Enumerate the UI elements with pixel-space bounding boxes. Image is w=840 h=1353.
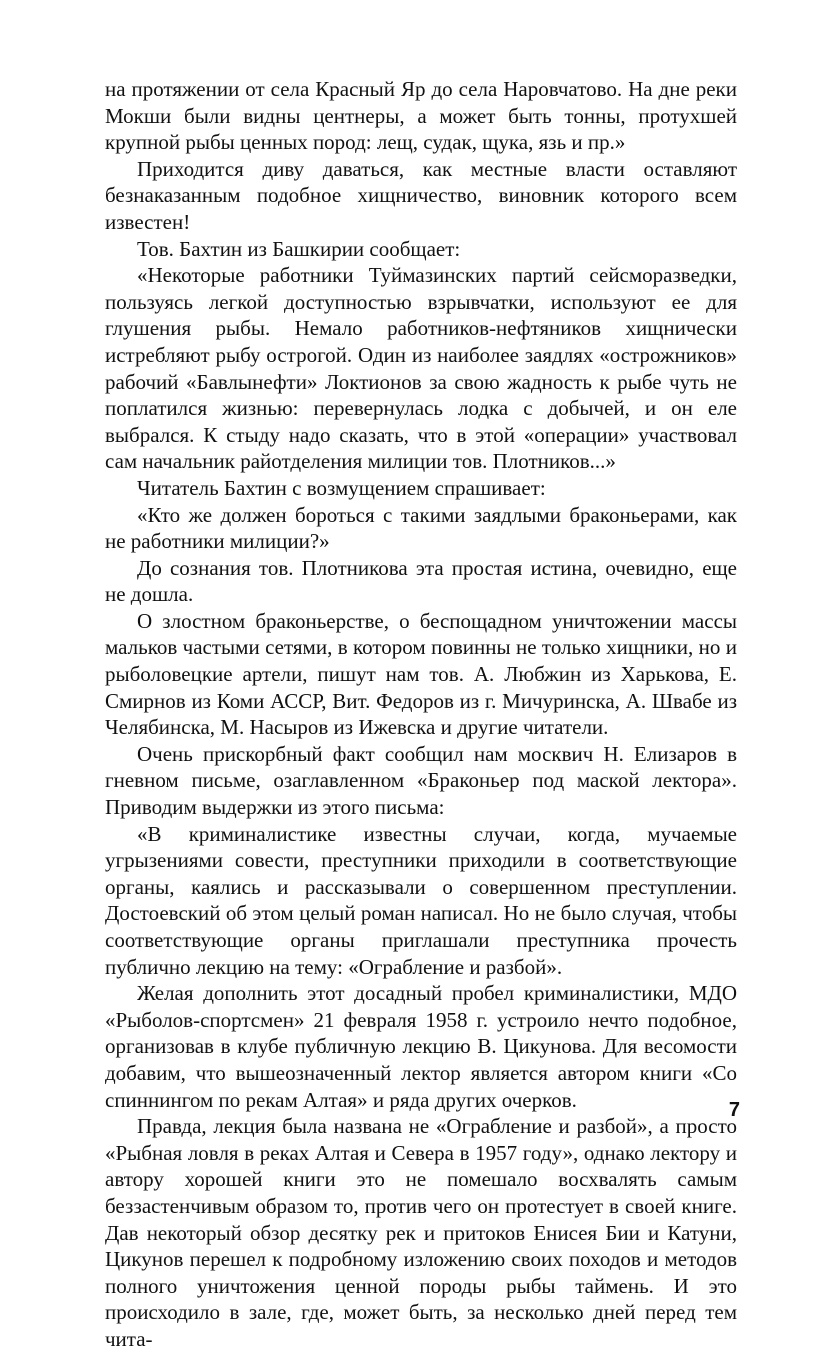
paragraph-elizarov-quote: «В криминалистике известны случаи, когда, мучаемые угрызениями совести, преступники приходили в соответствующие органы, каялись и рассказывали о совершенном преступлении. Достоевский об этом целый роман написал. Но не было случая, чтобы соответствующие органы приглашали преступника прочесть публично лекцию на тему: «Ограбление и разбой». <box>105 821 737 979</box>
paragraph-lecture-title: Правда, лекция была названа не «Ограбление и разбой», а просто «Рыбная ловля в реках Алтая и Севера в 1957 году», однако лектору и автору хорошей книги это не помешало восхвалять самым беззастенчивым образом то, против чего он протестует в своей книге. Дав некоторый обзор десятку рек и притоков Енисея Бии и Катуни, Цикунов перешел к подробному изложению своих походов и методов полного уничтожения ценной породы рыбы таймень. И это происходило в зале, где, может быть, за несколько дней перед тем чита- <box>105 1114 737 1351</box>
paragraph-authorities: Приходится диву даваться, как местные власти оставляют безнаказанным подобное хищничество, виновник которого всем известен! <box>105 156 737 234</box>
paragraph-poaching-letters: О злостном браконьерстве, о беспощадном уничтожении массы мальков частыми сетями, в котором повинны не только хищники, но и рыболовецкие артели, пишут нам тов. А. Любжин из Харькова, Е. Смирнов из Коми АССР, Вит. Федоров из г. Мичуринска, А. Швабе из Челябинска, М. Насыров из Ижевска и другие читатели. <box>105 608 737 740</box>
page-number: 7 <box>728 1099 740 1121</box>
paragraph-bakhtin-asks: Читатель Бахтин с возмущением спрашивает: <box>137 475 546 500</box>
paragraph-continuation: на протяжении от села Красный Яр до села Наровчатово. На дне реки Мокши были видны центнеры, а может быть тонны, протухшей крупной рыбы ценных пород: лещ, судак, щука, язь и пр.» <box>105 77 737 155</box>
paragraph-bakhtin-intro: Тов. Бахтин из Башкирии сообщает: <box>137 236 461 261</box>
paragraph-lecture: Желая дополнить этот досадный пробел криминалистики, МДО «Рыболов-спортсмен» 21 февраля 1958 г. устроило нечто подобное, организовав в клубе публичную лекцию В. Цикунова. Для весомости добавим, что вышеозначенный лектор является автором книги «Со спиннингом по рекам Алтая» и ряда других очерков. <box>105 981 737 1112</box>
paragraph-plotnikov: До сознания тов. Плотникова эта простая истина, очевидно, еще не дошла. <box>105 555 737 607</box>
paragraph-bakhtin-quote: «Некоторые работники Туймазинских партий сейсморазведки, пользуясь легкой доступностью взрывчатки, используют ее для глушения рыбы. Немало работников-нефтяников хищнически истребляют рыбу острогой. Один из наиболее заядлях «острожников» рабочий «Бавлынефти» Локтионов за свою жадность к рыбе чуть не поплатился жизнью: перевернулась лодка с добычей, и он еле выбрался. К стыду надо сказать, что в этой «операции» участвовал сам начальник райотделения милиции тов. Плотников...» <box>105 263 737 474</box>
paragraph-bakhtin-question: «Кто же должен бороться с такими заядлыми браконьерами, как не работники милиции?» <box>105 502 737 554</box>
paragraph-elizarov-intro: Очень прискорбный факт сообщил нам москвич Н. Елизаров в гневном письме, озаглавленном «Браконьер под маской лектора». Приводим выдержки из этого письма: <box>105 741 737 820</box>
book-page <box>105 76 737 1351</box>
